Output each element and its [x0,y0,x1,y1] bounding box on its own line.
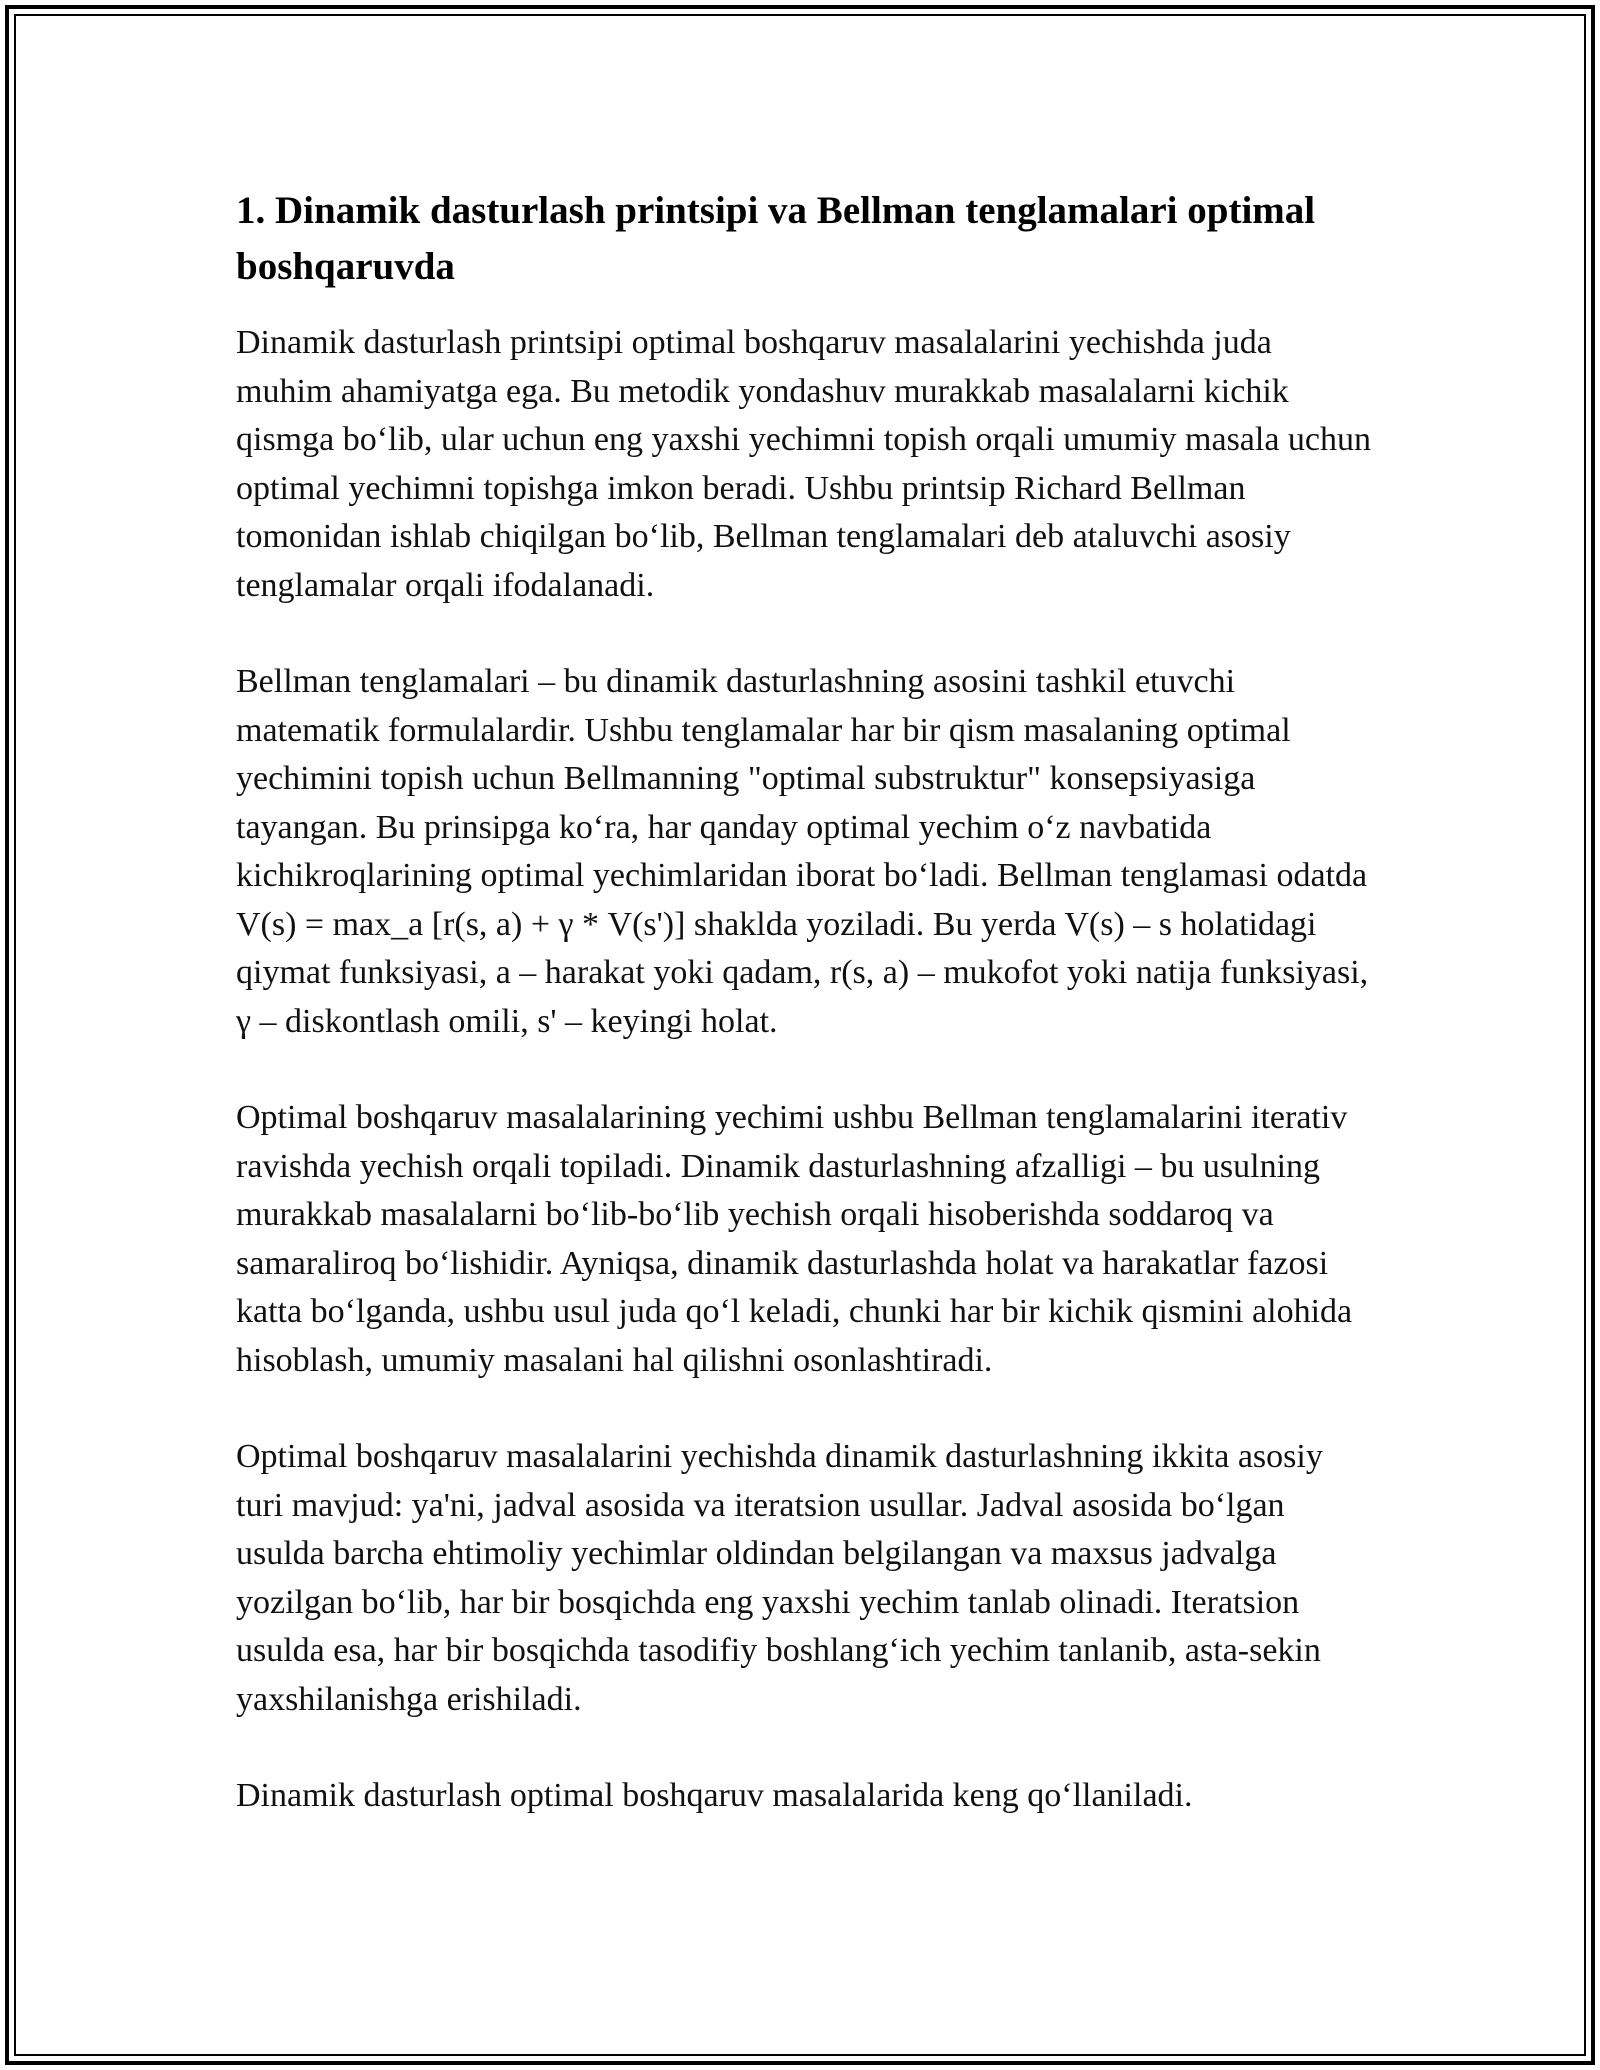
paragraph-two-types: Optimal boshqaruv masalalarini yechishda dinamik dasturlashning ikkita asosiy turi mavjud: ya'ni, jadval asosida va iteratsion usullar. Jadval asosida bo‘lgan usulda barcha ehtimoliy yechimlar oldindan belgilangan va maxsus jadvalga yozilgan bo‘lib, har bir bosqichda eng yaxshi yechim tanlab olinadi. Iteratsion usulda esa, har bir bosqichda tasodifiy boshlang‘ich yechim tanlanib, asta-sekin yaxshilanishga erishiladi. [236,1438,1323,1718]
paragraph-iterative-solution: Optimal boshqaruv masalalarining yechimi ushbu Bellman tenglamalarini iterativ ravishda yechish orqali topiladi. Dinamik dasturlashning afzalligi – bu usulning murakkab masalalarni bo‘lib-bo‘lib yechish orqali hisoberishda soddaroq va samaraliroq bo‘lishidir. Ayniqsa, dinamik dasturlashda holat va harakatlar fazosi katta bo‘lganda, ushbu usul juda qo‘l keladi, chunki har bir kichik qismini alohida hisoblash, umumiy masalani hal qilishni osonlashtiradi. [236,1099,1353,1379]
section-heading: 1. Dinamik dasturlash printsipi va Bellman tenglamalari optimal boshqaruvda [236,189,1316,288]
document-body [236,183,1376,1821]
paragraph-bellman-equations: Bellman tenglamalari – bu dinamik dasturlashning asosini tashkil etuvchi matematik formulalardir. Ushbu tenglamalar har bir qism masalaning optimal yechimini topish uchun Bellmanning "optimal substruktur" konsepsiyasiga tayangan. Bu prinsipga ko‘ra, har qanday optimal yechim o‘z navbatida kichikroqlarining optimal yechimlaridan iborat bo‘ladi. Bellman tenglamasi odatda V(s) = max_a [r(s, a) + γ * V(s')] shaklda yoziladi. Bu yerda V(s) – s holatidagi qiymat funksiyasi, a – harakat yoki qadam, r(s, a) – mukofot yoki natija funksiyasi, γ – diskontlash omili, s' – keyingi holat. [236,663,1369,1040]
paragraph-intro: Dinamik dasturlash printsipi optimal boshqaruv masalalarini yechishda juda muhim ahamiyatga ega. Bu metodik yondashuv murakkab masalalarni kichik qismga bo‘lib, ular uchun eng yaxshi yechimni topish orqali umumiy masala uchun optimal yechimni topishga imkon beradi. Ushbu printsip Richard Bellman tomonidan ishlab chiqilgan bo‘lib, Bellman tenglamalari deb ataluvchi asosiy tenglamalar orqali ifodalanadi. [236,324,1372,604]
paragraph-conclusion: Dinamik dasturlash optimal boshqaruv masalalarida keng qo‘llaniladi. [236,1777,1193,1814]
